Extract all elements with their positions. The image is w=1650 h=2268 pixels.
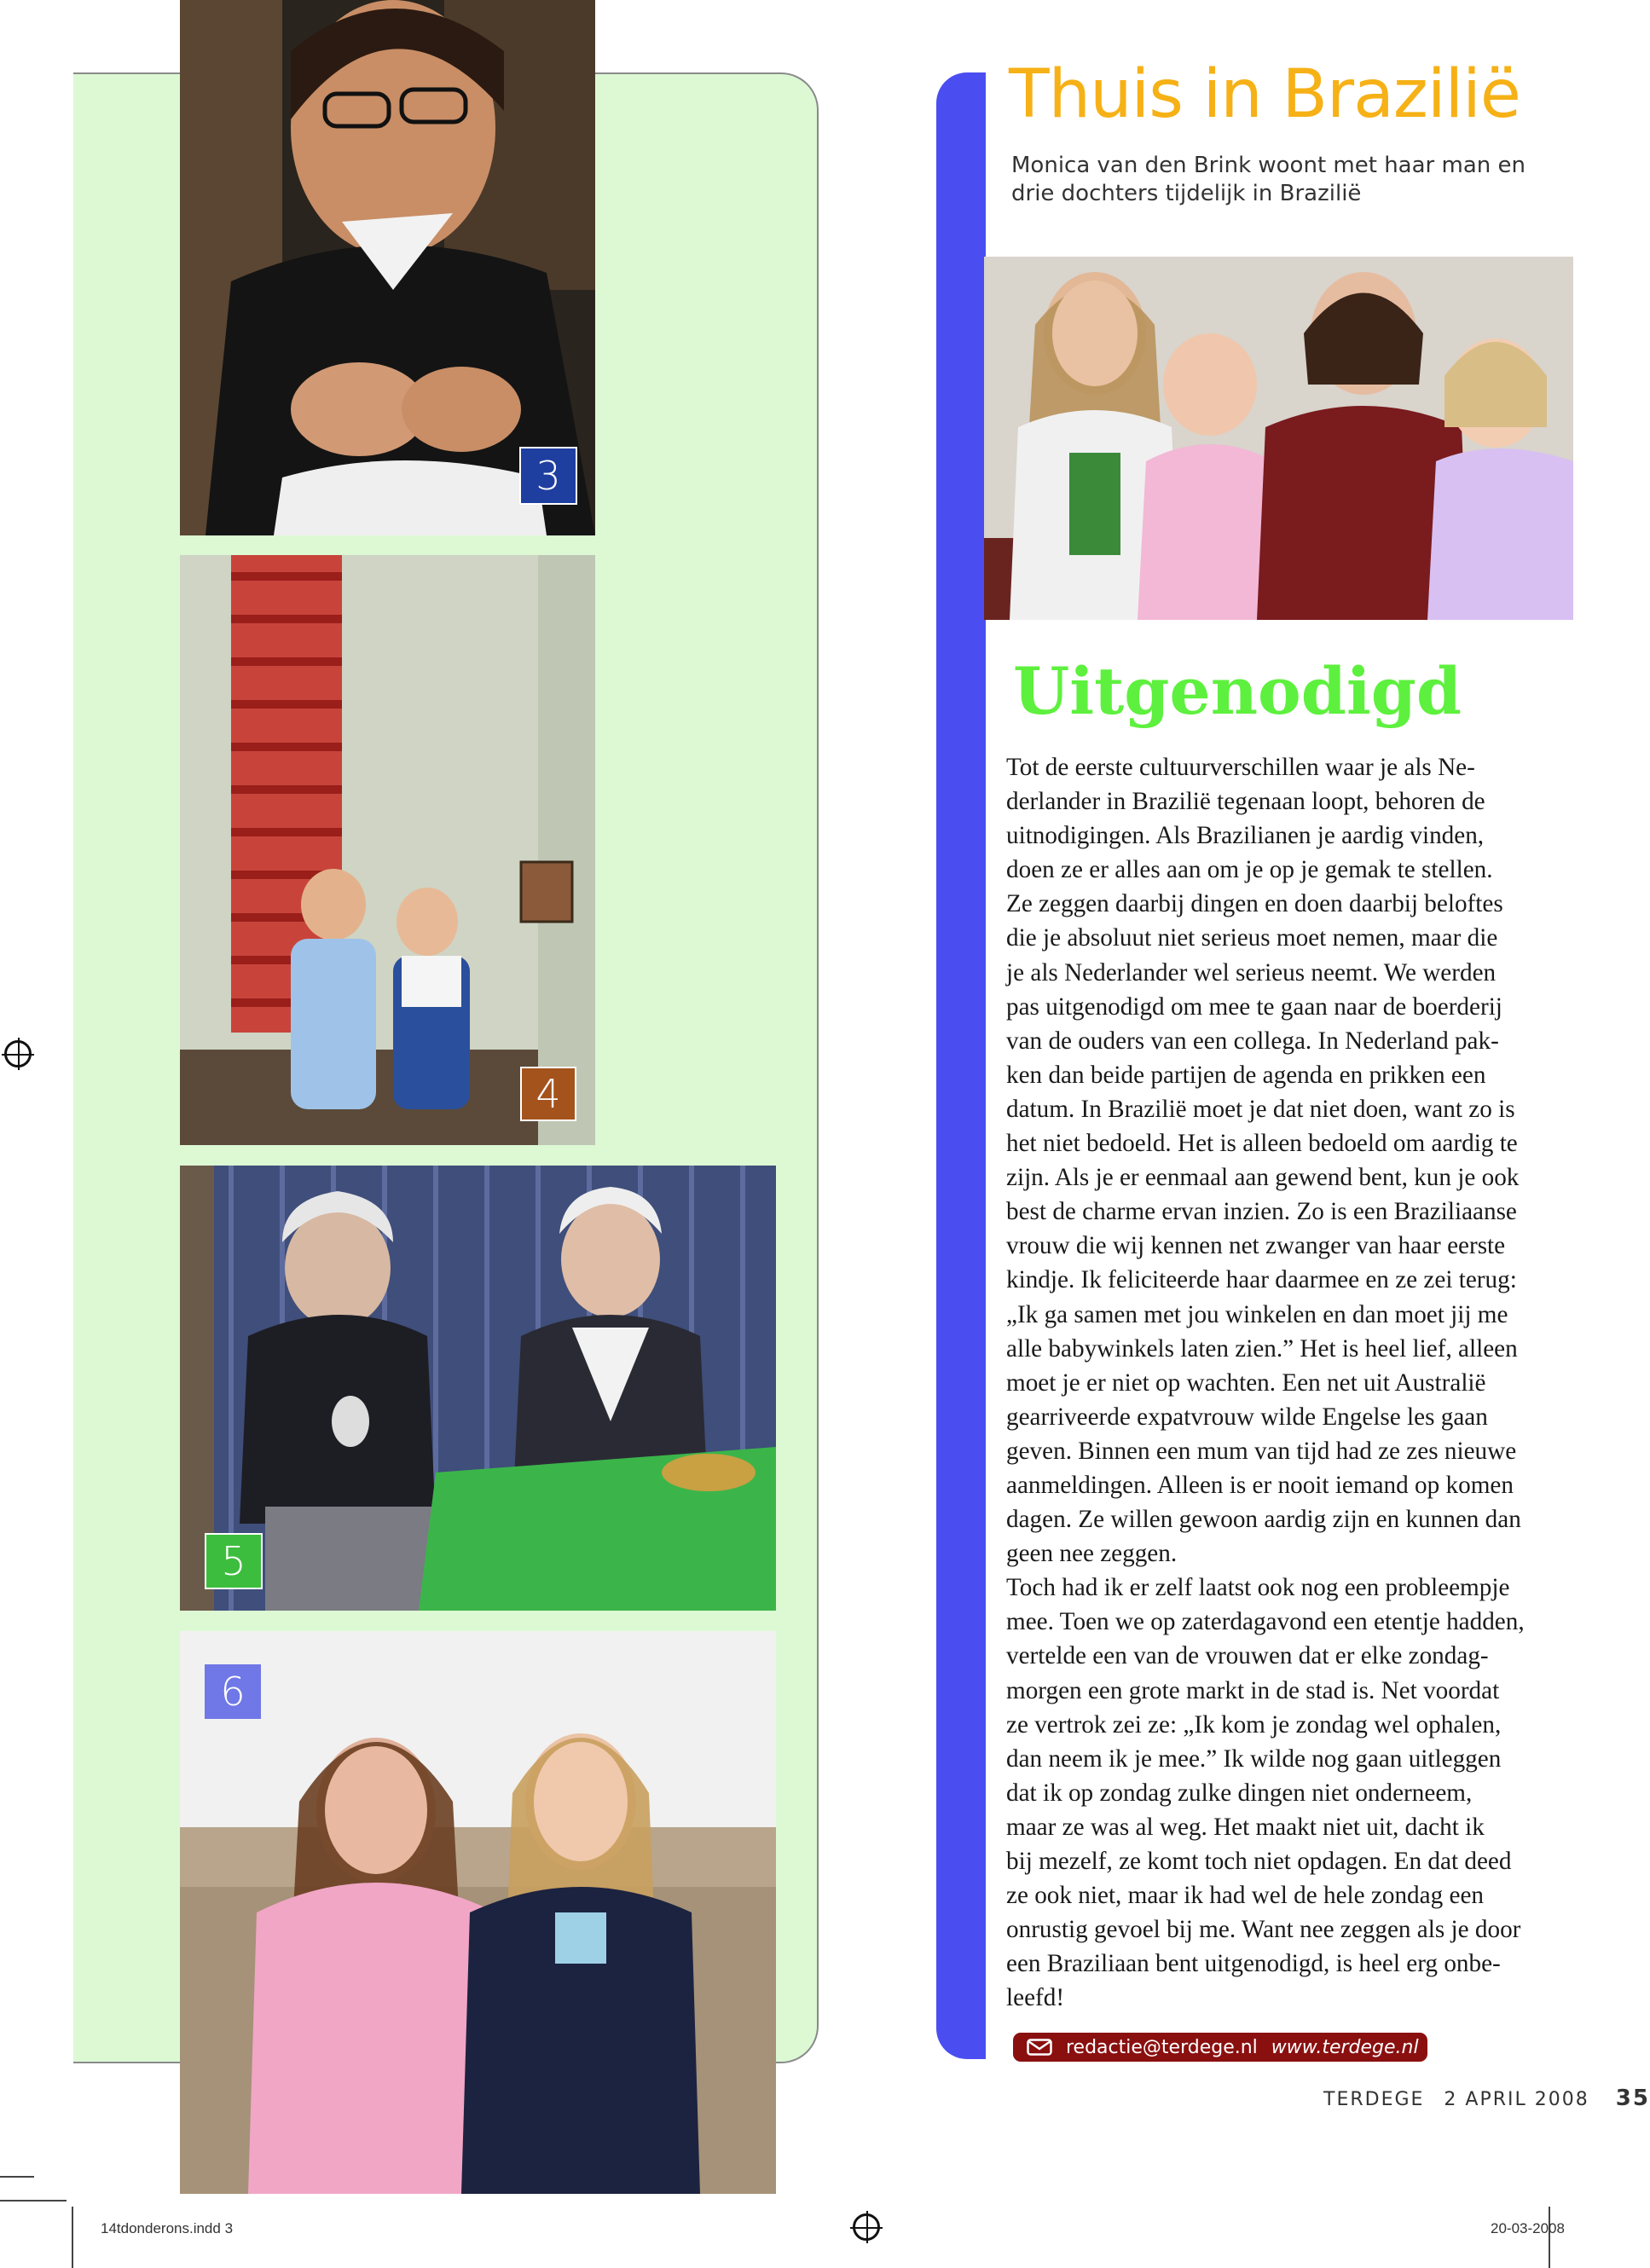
body-line: dat ik op zondag zulke dingen niet onderneem,	[1006, 1779, 1473, 1807]
body-line: uitnodigingen. Als Brazilianen je aardig vinden,	[1006, 822, 1485, 850]
page-footer	[1323, 2086, 1650, 2111]
crop-mark	[0, 2200, 67, 2201]
body-line: gearriveerde expatvrouw wilde Engelse les gaan	[1006, 1403, 1488, 1431]
body-line: Tot de eerste cultuurverschillen waar je als Ne-	[1006, 754, 1475, 781]
body-line: ze vertrok zei ze: „Ik kom je zondag wel ophalen,	[1006, 1710, 1502, 1739]
website-link[interactable]: www.terdege.nl	[1271, 2036, 1419, 2058]
body-line: mee. Toen we op zaterdagavond een etentje hadden,	[1006, 1608, 1525, 1636]
contact-bar	[1013, 2033, 1427, 2062]
body-line: maar ze was al weg. Het maakt niet uit, dacht ik	[1006, 1813, 1485, 1841]
body-line: kindje. Ik feliciteerde haar daarmee en ze zei terug:	[1006, 1266, 1517, 1294]
body-line: geven. Binnen een mum van tijd had ze zes nieuwe	[1006, 1437, 1517, 1465]
photo-boys-cup-tower	[180, 555, 595, 1145]
article-title: Thuis in Brazilië	[1009, 56, 1520, 133]
body-line: alle babywinkels laten zien.” Het is heel lief, alleen	[1006, 1334, 1518, 1363]
registration-mark-icon	[853, 2213, 880, 2241]
body-line: vrouw die wij kennen net zwanger van haar eerste	[1006, 1232, 1506, 1260]
body-line: een Braziliaan bent uitgenodigd, is heel erg onbe-	[1006, 1950, 1501, 1978]
photo-two-elderly-women	[180, 1166, 776, 1611]
issue-date: 2 APRIL 2008	[1444, 2089, 1589, 2110]
photo-number-badge: 4	[520, 1067, 576, 1121]
body-line: Ze zeggen daarbij dingen en doen daarbij beloftes	[1006, 890, 1503, 918]
photo-number-badge: 3	[519, 447, 577, 505]
crop-mark	[1549, 2207, 1550, 2268]
body-line: zijn. Als je er eenmaal aan gewend bent, kun je ook	[1006, 1164, 1520, 1192]
body-line: moet je er niet op wachten. Een net uit Australië	[1006, 1368, 1486, 1397]
body-line: ze ook niet, maar ik had wel de hele zondag een	[1006, 1882, 1484, 1910]
body-line: ken dan beide partijen de agenda en prikken een	[1006, 1061, 1486, 1089]
section-heading: Uitgenodigd	[1013, 653, 1462, 729]
body-line: het niet bedoeld. Het is alleen bedoeld om aardig te	[1006, 1130, 1518, 1158]
body-line: doen ze er alles aan om je op je gemak te stellen.	[1006, 856, 1493, 884]
body-line: die je absoluut niet serieus moet nemen, maar die	[1006, 924, 1498, 952]
body-line: je als Nederlander wel serieus neemt. We werden	[1006, 958, 1497, 986]
contact-email-link[interactable]: redactie@terdege.nl	[1066, 2036, 1258, 2058]
body-line: Toch had ik er zelf laatst ook nog een probleempje	[1006, 1574, 1510, 1602]
crop-mark	[0, 2176, 34, 2178]
photo-number-badge: 5	[205, 1533, 263, 1589]
article-body	[1006, 750, 1573, 2012]
body-line: dan neem ik je mee.” Ik wilde nog gaan uitleggen	[1006, 1744, 1502, 1773]
page-number: 35	[1615, 2086, 1650, 2111]
body-line: aanmeldingen. Alleen is er nooit iemand op komen	[1006, 1471, 1514, 1499]
body-line: van de ouders van een collega. In Nederland pak-	[1006, 1027, 1499, 1055]
photo-two-girls-sofa	[180, 1631, 776, 2194]
registration-mark-icon	[4, 1040, 32, 1067]
body-line: „Ik ga samen met jou winkelen en dan moet jij me	[1006, 1300, 1508, 1328]
body-line: best de charme ervan inzien. Zo is een Braziliaanse	[1006, 1198, 1517, 1226]
photo-number-badge: 6	[205, 1664, 261, 1719]
body-line: vertelde een van de vrouwen dat er elke zondag-	[1006, 1642, 1489, 1670]
slug-filename: 14tdonderons.indd 3	[101, 2220, 234, 2236]
body-line: derlander in Brazilië tegenaan loopt, behoren de	[1006, 788, 1485, 816]
body-line: dagen. Ze willen gewoon aardig zijn en kunnen dan	[1006, 1506, 1521, 1534]
photo-mother-and-daughters	[984, 257, 1573, 620]
envelope-icon	[1027, 2039, 1052, 2056]
body-line: pas uitgenodigd om mee te gaan naar de boerderij	[1006, 992, 1502, 1021]
body-line: datum. In Brazilië moet je dat niet doen, want zo is	[1006, 1095, 1515, 1123]
crop-mark	[72, 2207, 73, 2268]
body-line: geen nee zeggen.	[1006, 1540, 1178, 1568]
body-line: leefd!	[1006, 1984, 1065, 2012]
article-subtitle: Monica van den Brink woont met haar man en drie dochters tijdelijk in Brazilië	[1011, 153, 1526, 206]
body-line: morgen een grote markt in de stad is. Net voordat	[1006, 1676, 1500, 1704]
magazine-name: TERDEGE	[1323, 2089, 1425, 2110]
blue-accent-bar	[936, 72, 986, 2059]
body-line: onrustig gevoel bij me. Want nee zeggen als je door	[1006, 1916, 1521, 1944]
slug-date: 20-03-2008	[1491, 2220, 1565, 2236]
body-line: bij mezelf, ze komt toch niet opdagen. En dat deed	[1006, 1848, 1512, 1875]
